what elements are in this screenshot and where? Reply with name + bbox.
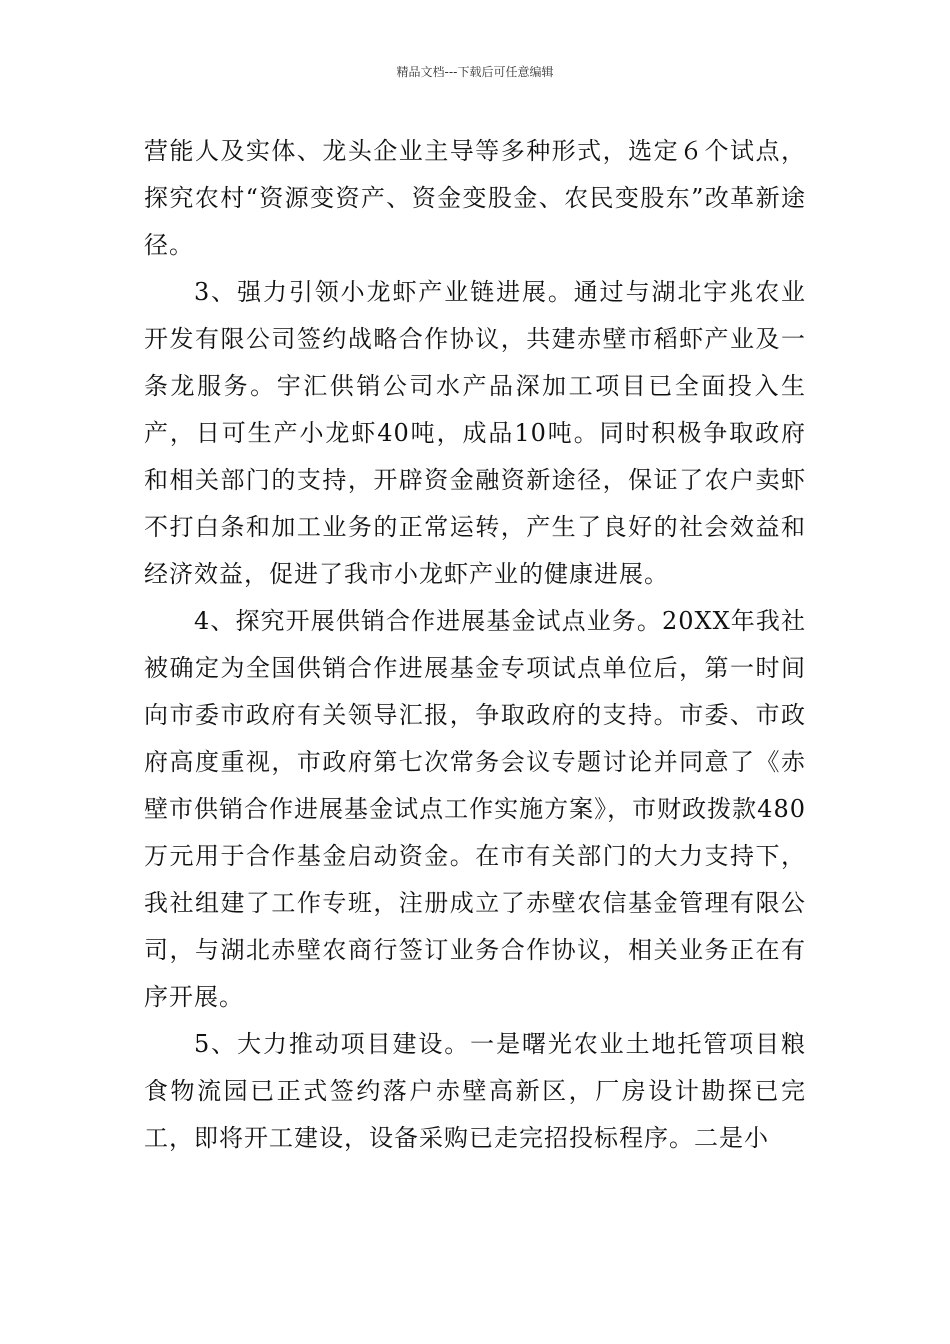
paragraph-5: 5、大力推动项目建设。一是曙光农业土地托管项目粮食物流园已正式签约落户赤壁高新区，厂房设计勘探已完工，即将开工建设，设备采购已走完招投标程序。二是小: [144, 1030, 806, 1152]
page-header: 精品文档---下载后可任意编辑: [396, 65, 554, 79]
paragraph-4: 4、探究开展供销合作进展基金试点业务。20XX年我社被确定为全国供销合作进展基金专项试点单位后，第一时间向市委市政府有关领导汇报，争取政府的支持。市委、市政府高度重视，市政府第七次常务会议专题讨论并同意了《赤壁市供销合作进展基金试点工作实施方案》，市财政拨款480万元用于合作基金启动资金。在市有关部门的大力支持下，我社组建了工作专班，注册成立了赤壁农信基金管理有限公司，与湖北赤壁农商行签订业务合作协议，相关业务正在有序开展。: [144, 607, 806, 1011]
paragraph-3: 3、强力引领小龙虾产业链进展。通过与湖北宇兆农业开发有限公司签约战略合作协议，共建赤壁市稻虾产业及一条龙服务。宇汇供销公司水产品深加工项目已全面投入生产，日可生产小龙虾40吨，成品10吨。同时积极争取政府和相关部门的支持，开辟资金融资新途径，保证了农户卖虾不打白条和加工业务的正常运转，产生了良好的社会效益和经济效益，促进了我市小龙虾产业的健康进展。: [144, 278, 806, 588]
paragraph-continuation: 营能人及实体、龙头企业主导等多种形式，选定６个试点，探究农村“资源变资产、资金变股金、农民变股东”改革新途径。: [144, 137, 806, 259]
document-body: [144, 128, 806, 1162]
